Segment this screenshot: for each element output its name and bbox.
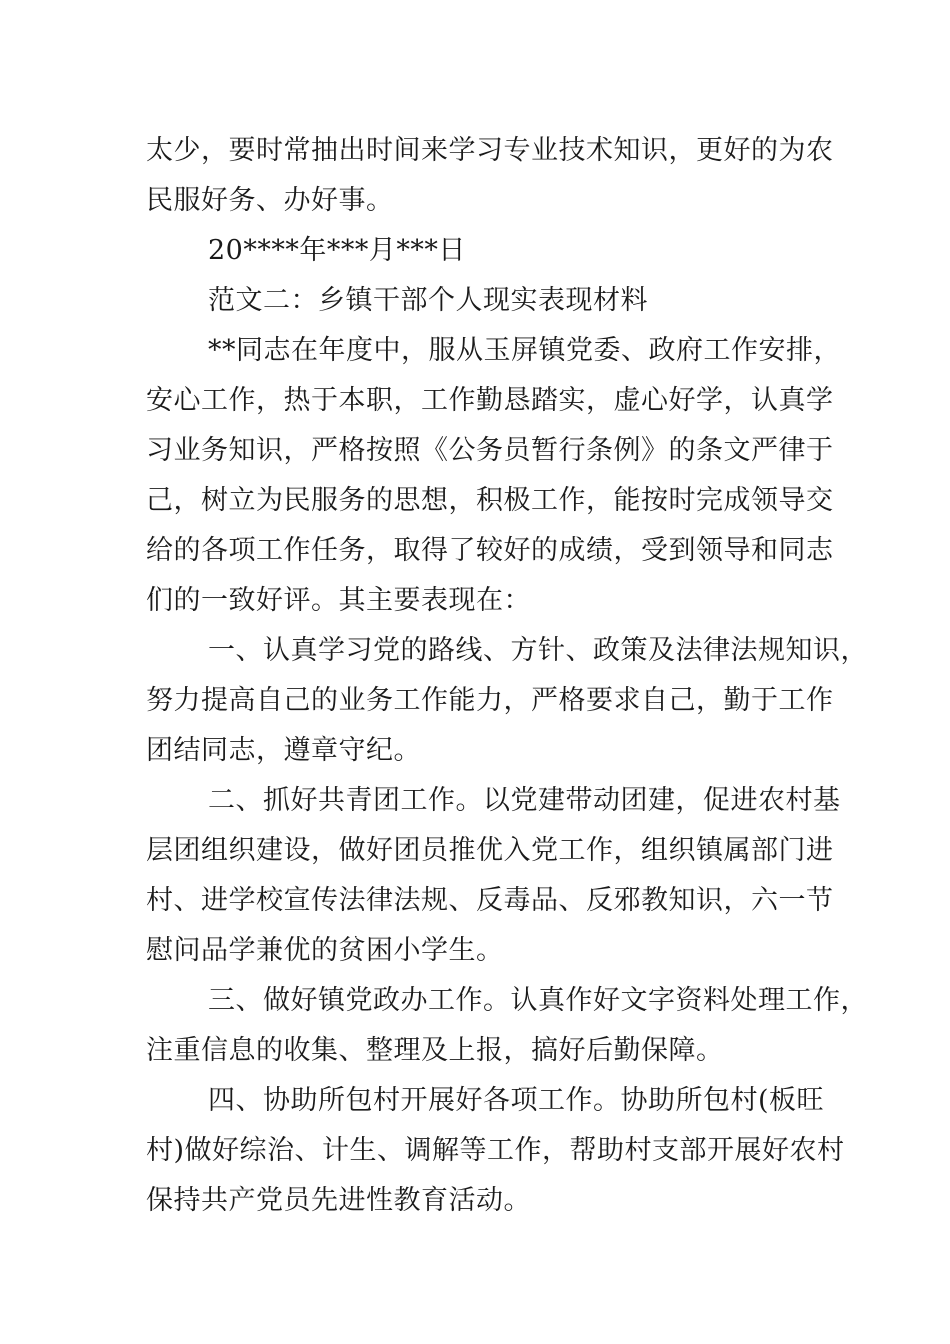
- text-line: 村)做好综治、计生、调解等工作，帮助村支部开展好农村: [146, 1135, 845, 1166]
- text-line: 注重信息的收集、整理及上报，搞好后勤保障。: [146, 1035, 724, 1066]
- text-line: 慰问品学兼优的贫困小学生。: [146, 935, 504, 966]
- text-line: 己，树立为民服务的思想，积极工作，能按时完成领导交: [146, 485, 834, 516]
- text-line: 安心工作，热于本职，工作勤恳踏实，虚心好学，认真学: [146, 385, 834, 416]
- text-line: 民服好务、办好事。: [146, 185, 394, 216]
- text-line: 太少，要时常抽出时间来学习专业技术知识，更好的为农: [146, 135, 834, 166]
- text-line: 给的各项工作任务，取得了较好的成绩，受到领导和同志: [146, 535, 834, 566]
- text-line: 四、协助所包村开展好各项工作。协助所包村(板旺: [208, 1085, 825, 1116]
- text-line: 村、进学校宣传法律法规、反毒品、反邪教知识，六一节: [146, 885, 834, 916]
- text-line: 二、抓好共青团工作。以党建带动团建，促进农村基: [208, 785, 841, 816]
- text-line: 一、认真学习党的路线、方针、政策及法律法规知识，: [208, 635, 868, 666]
- text-line: 三、做好镇党政办工作。认真作好文字资料处理工作，: [208, 985, 868, 1016]
- text-line: **同志在年度中，服从玉屏镇党委、政府工作安排，: [208, 335, 841, 366]
- text-line: 保持共产党员先进性教育活动。: [146, 1185, 531, 1216]
- text-line: 习业务知识，严格按照《公务员暂行条例》的条文严律于: [146, 435, 834, 466]
- text-line: 层团组织建设，做好团员推优入党工作，组织镇属部门进: [146, 835, 834, 866]
- text-line: 团结同志，遵章守纪。: [146, 735, 421, 766]
- date-line: 20****年***月***日: [208, 235, 466, 266]
- text-line: 努力提高自己的业务工作能力，严格要求自己，勤于工作: [146, 685, 834, 716]
- section-heading: 范文二：乡镇干部个人现实表现材料: [208, 285, 648, 316]
- text-line: 们的一致好评。其主要表现在：: [146, 585, 531, 616]
